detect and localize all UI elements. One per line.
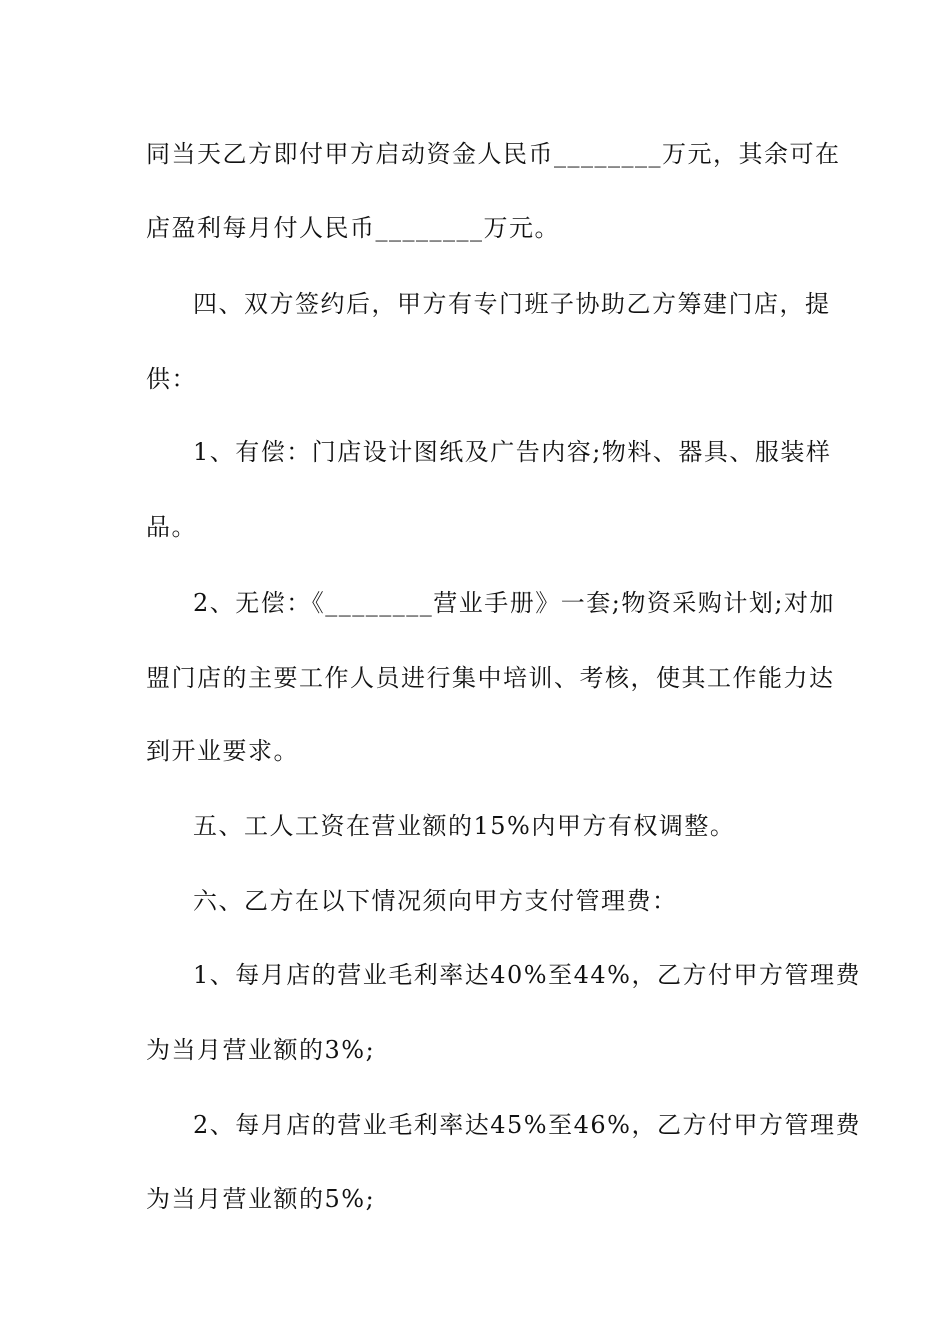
list-item-free: 2、无偿：《________营业手册》一套;物资采购计划;对加	[193, 589, 835, 617]
section-four-heading: 四、双方签约后，甲方有专门班子协助乙方筹建门店，提	[193, 290, 831, 318]
text-line: 为当月营业额的3%;	[146, 1036, 376, 1064]
text-line: 供：	[146, 365, 197, 393]
list-item-fee-2: 2、每月店的营业毛利率达45%至46%，乙方付甲方管理费	[193, 1111, 861, 1139]
text-line: 品。	[146, 513, 197, 541]
text-line: 同当天乙方即付甲方启动资金人民币________万元，其余可在	[146, 140, 841, 168]
section-six-heading: 六、乙方在以下情况须向甲方支付管理费：	[193, 887, 678, 915]
text-line: 盟门店的主要工作人员进行集中培训、考核，使其工作能力达	[146, 664, 835, 692]
list-item-fee-1: 1、每月店的营业毛利率达40%至44%，乙方付甲方管理费	[193, 961, 861, 989]
text-line: 到开业要求。	[146, 737, 299, 765]
list-item-paid: 1、有偿：门店设计图纸及广告内容;物料、器具、服装样	[193, 438, 832, 466]
text-line: 店盈利每月付人民币________万元。	[146, 214, 560, 242]
section-five-heading: 五、工人工资在营业额的15%内甲方有权调整。	[193, 812, 736, 840]
text-line: 为当月营业额的5%;	[146, 1185, 376, 1213]
